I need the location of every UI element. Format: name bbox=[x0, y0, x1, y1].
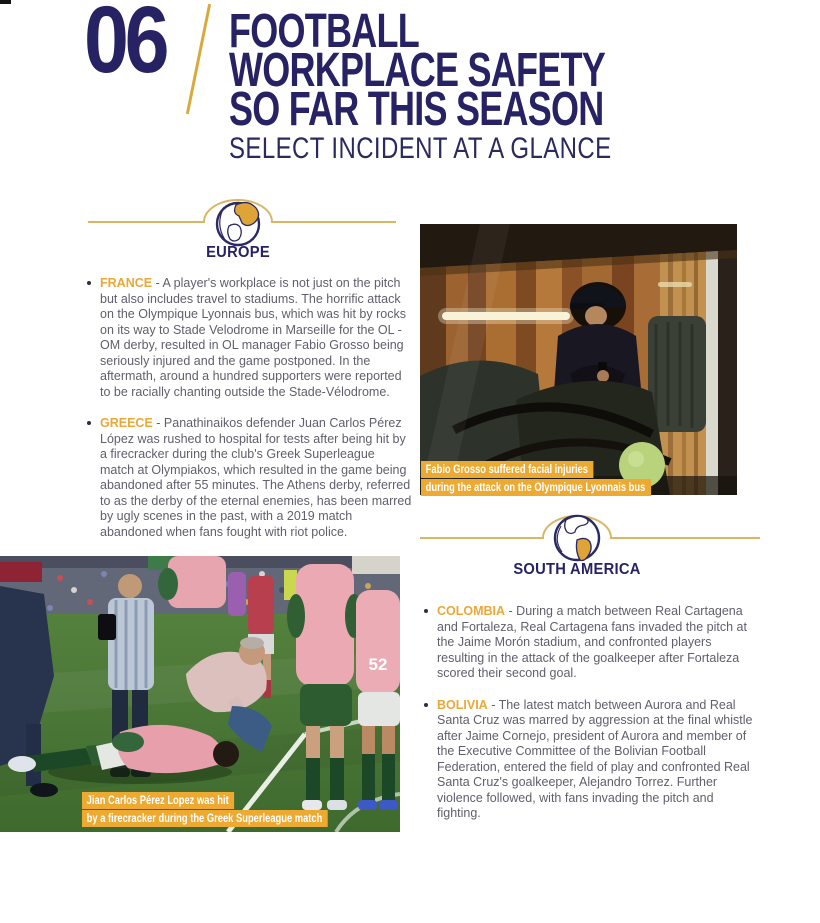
pitch-photo-illustration bbox=[0, 556, 400, 832]
caption-line: Jian Carlos Pérez Lopez was hit bbox=[82, 792, 234, 809]
corner-artifact bbox=[0, 0, 11, 4]
caption-line: by a firecracker during the Greek Superleague match bbox=[82, 810, 328, 827]
bullet-icon bbox=[424, 703, 428, 707]
photo-bus bbox=[420, 224, 737, 495]
incident-text: - The latest match between Aurora and Real Santa Cruz was marred by aggression at the final whistle after Jaime Cornejo, president of Aurora and member of the Executive Committee of the Bolivian Football Federation, entered the field of play and confronted Real Santa Cruz's goalkeeper, Alejandro Torrez. Further violence followed, with fans invading the pitch and fighting. bbox=[437, 697, 753, 820]
title-line-2: WORKPLACE SAFETY bbox=[229, 44, 606, 97]
country-label: COLOMBIA bbox=[437, 604, 506, 618]
bus-photo-illustration bbox=[420, 224, 737, 495]
incident-item-greece bbox=[86, 416, 412, 540]
title-line-3: SO FAR THIS SEASON bbox=[229, 83, 604, 136]
photo-caption-bus bbox=[421, 461, 651, 497]
slash-divider bbox=[186, 4, 211, 114]
region-label-south-america: SOUTH AMERICA bbox=[513, 561, 641, 578]
photo-pitch bbox=[0, 556, 400, 832]
caption-line: during the attack on the Olympique Lyonnais bus bbox=[421, 479, 651, 496]
title-line-1: FOOTBALL bbox=[229, 5, 419, 58]
country-label: FRANCE bbox=[100, 276, 153, 290]
bullet-icon bbox=[87, 281, 91, 285]
globe-south-america-icon bbox=[420, 506, 760, 564]
country-label: BOLIVIA bbox=[437, 697, 488, 712]
bullet-icon bbox=[87, 421, 91, 425]
incident-item-france bbox=[86, 276, 412, 400]
bullet-icon bbox=[424, 609, 428, 613]
page-number: 06 bbox=[84, 0, 166, 93]
country-label: GREECE bbox=[100, 416, 153, 430]
section-divider-south-america bbox=[420, 506, 760, 564]
bib-number: 52 bbox=[368, 655, 388, 674]
page-subtitle: SELECT INCIDENT AT A GLANCE bbox=[229, 132, 612, 165]
incident-list-europe bbox=[86, 276, 412, 556]
incident-item-bolivia bbox=[423, 698, 757, 822]
region-label-europe: EUROPE bbox=[206, 244, 270, 261]
incident-item-colombia bbox=[423, 604, 757, 682]
incident-text: - Panathinaikos defender Juan Carlos Pérez López was rushed to hospital for tests after being hit by a firecracker during the club's Greek Superleague match at Olympiakos, which resulted in the game being abandoned after 55 minutes. The Athens derby, referred to as the derby of the eternal enemies, has been marred by ugly scenes in the past, with a 2019 match abandoned when fans fought with riot police. bbox=[100, 416, 412, 539]
incident-text: - During a match between Real Cartagena and Fortaleza, Real Cartagena fans invaded the pitch at the Jaime Morón stadium, and confronted players resulting in the attack of the goalkeeper after Fortaleza scored their second goal. bbox=[437, 604, 747, 680]
caption-line: Fabio Grosso suffered facial injuries bbox=[421, 461, 593, 478]
incident-text: - A player's workplace is not just on the pitch but also includes travel to stadiums. The horrific attack on the Olympique Lyonnais bus, which was hit by rocks on its way to Stade Velodrome in Marseille for the OL - OM derby, resulted in OL manager Fabio Grosso being seriously injured and the game postponed. In the aftermath, around a hundred supporters were reported to be racially chanting outside the Stade-Vélodrome. bbox=[100, 276, 406, 399]
page-title bbox=[229, 5, 606, 136]
globe-europe-icon bbox=[86, 190, 398, 248]
photo-caption-pitch bbox=[82, 792, 328, 828]
section-divider-europe bbox=[86, 190, 398, 248]
incident-list-south-america bbox=[423, 604, 757, 838]
